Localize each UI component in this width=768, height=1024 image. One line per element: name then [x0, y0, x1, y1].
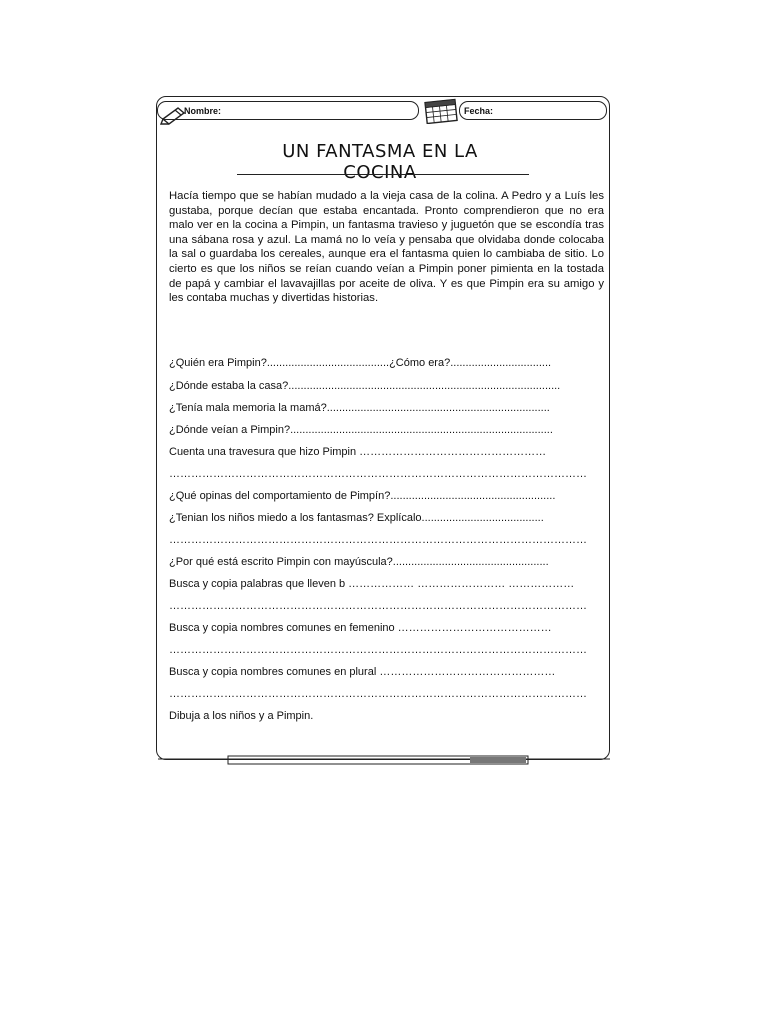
- question-6[interactable]: ¿Qué opinas del comportamiento de Pimpín?......................................................: [169, 490, 556, 502]
- answer-line-9[interactable]: ……………………………………………………………………………………………………: [169, 600, 587, 612]
- name-field[interactable]: [157, 101, 419, 120]
- name-label: Nombre:: [184, 106, 222, 116]
- question-8[interactable]: ¿Por qué está escrito Pimpin con mayúscula?...................................................: [169, 556, 549, 568]
- title-underline: [237, 174, 529, 175]
- question-1[interactable]: ¿Quién era Pimpin?........................................¿Cómo era?.................................: [169, 357, 552, 369]
- date-field[interactable]: [459, 101, 607, 120]
- question-12[interactable]: Dibuja a los niños y a Pimpin.: [169, 710, 314, 722]
- story-text: Hacía tiempo que se habían mudado a la vieja casa de la colina. A Pedro y a Luís les gustaba, porque decían que estaba encantada. Pronto comprendieron que no era malo ver en la cocina a Pimpin, un fantasma travieso y juguetón que se escondía tras una sábana rosa y azul. La mamá no lo veía y pensaba que olvidaba donde colocaba la sal o guardaba los cereales, aunque era el fantasma quien lo cambiaba de sitio. Lo cierto es que los niños se reían cuando veían a Pimpin poner pimienta en la tostada de papá y cambiar el lavavajillas por aceite de oliva. Y es que Pimpin era su amigo y les contaba muchas y divertidas historias.: [169, 190, 604, 305]
- footer-edge: [0, 755, 768, 765]
- answer-line-7[interactable]: ……………………………………………………………………………………………………: [169, 534, 587, 546]
- answer-line-10[interactable]: ……………………………………………………………………………………………………: [169, 644, 587, 656]
- question-7[interactable]: ¿Tenian los niños miedo a los fantasmas? Explícalo........................................: [169, 512, 544, 524]
- question-3[interactable]: ¿Tenía mala memoria la mamá?.........................................................................: [169, 402, 550, 414]
- question-10[interactable]: Busca y copia nombres comunes en femenino ……………………………………: [169, 622, 552, 634]
- question-2[interactable]: ¿Dónde estaba la casa?.........................................................................................: [169, 380, 561, 392]
- page-title: UN FANTASMA EN LA COCINA: [282, 141, 478, 183]
- worksheet: [156, 96, 610, 760]
- question-9[interactable]: Busca y copia palabras que lleven b ……………… …………………… ………………: [169, 578, 575, 590]
- answer-line-11[interactable]: ……………………………………………………………………………………………………: [169, 688, 587, 700]
- question-4[interactable]: ¿Dónde veían a Pimpin?......................................................................................: [169, 424, 553, 436]
- calendar-icon: [423, 98, 459, 124]
- date-label: Fecha:: [464, 106, 494, 116]
- answer-line-5[interactable]: ……………………………………………………………………………………………………: [169, 468, 587, 480]
- question-11[interactable]: Busca y copia nombres comunes en plural …………………………………………: [169, 666, 556, 678]
- question-5[interactable]: Cuenta una travesura que hizo Pimpin ……………………………………………: [169, 446, 547, 458]
